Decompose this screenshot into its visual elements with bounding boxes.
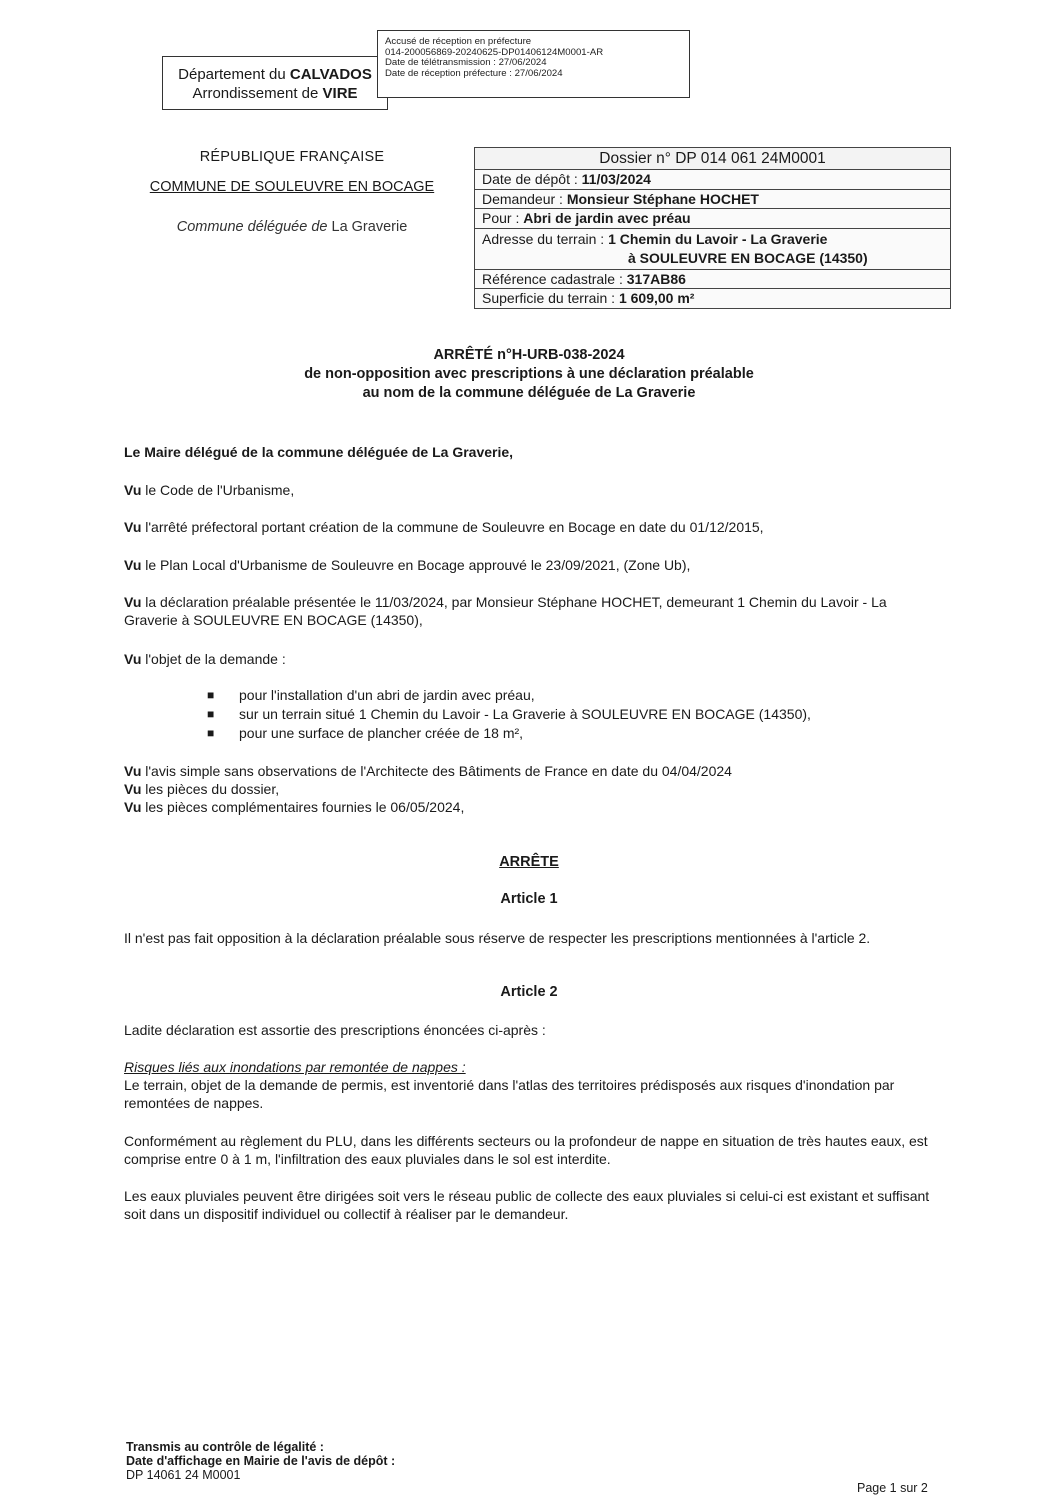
vu-abf: Vu l'avis simple sans observations de l'Architecte des Bâtiments de France en date du 04/04/2024	[124, 763, 732, 779]
footer-legalite: Transmis au contrôle de légalité :	[126, 1440, 324, 1454]
arrondissement-line: Arrondissement de VIRE	[192, 85, 358, 102]
vu-code-urbanisme: Vu le Code de l'Urbanisme,	[124, 482, 295, 498]
dossier-adresse-row: Adresse du terrain : 1 Chemin du Lavoir - La Graverie à SOULEUVRE EN BOCAGE (14350)	[475, 229, 950, 270]
stamp-line-4: Date de réception préfecture : 27/06/2024	[385, 67, 563, 79]
bullet-icon: ■	[207, 707, 215, 721]
risk-heading: Risques liés aux inondations par remontée de nappes :	[124, 1059, 466, 1075]
vu-pieces: Vu les pièces du dossier,	[124, 781, 280, 797]
dossier-table	[474, 147, 951, 309]
arrete-heading: ARRÊTE	[499, 854, 559, 870]
vu-pieces-complementaires: Vu les pièces complémentaires fournies le 06/05/2024,	[124, 799, 465, 815]
dossier-number: Dossier n° DP 014 061 24M0001	[475, 148, 950, 170]
dossier-reference-row: Référence cadastrale : 317AB86	[475, 270, 950, 290]
article-2-paragraph-3: Les eaux pluviales peuvent être dirigées soit vers le réseau public de collecte des eaux pluviales si celui-ci est existant et suffisant soit dans un dispositif individuel ou collectif à réaliser par le demandeur.	[124, 1188, 930, 1222]
stamp-line-1: Accusé de réception en préfecture	[385, 36, 532, 47]
arrete-title: ARRÊTÉ n°H-URB-038-2024 de non-opposition avec prescriptions à une déclaration préalable au nom de la commune déléguée de La Graverie	[304, 347, 754, 401]
dossier-demandeur-row: Demandeur : Monsieur Stéphane HOCHET	[475, 190, 950, 210]
article-2-heading: Article 2	[500, 984, 558, 1000]
prefecture-reception-stamp	[377, 30, 690, 98]
article-1-heading: Article 1	[500, 891, 558, 907]
dossier-superficie-row: Superficie du terrain : 1 609,00 m²	[475, 289, 950, 309]
vu-objet: Vu l'objet de la demande :	[124, 651, 286, 667]
vu-plu: Vu le Plan Local d'Urbanisme de Souleuvre en Bocage approuvé le 23/09/2021, (Zone Ub),	[124, 557, 691, 573]
republic-heading: RÉPUBLIQUE FRANÇAISE	[199, 149, 385, 165]
stamp-line-2: 014-200056869-20240625-DP01406124M0001-AR	[385, 46, 604, 58]
commune-deleguee: Commune déléguée de La Graverie	[176, 219, 408, 235]
vu-arrete-prefectoral: Vu l'arrêté préfectoral portant création de la commune de Souleuvre en Bocage en date du 01/12/2015,	[124, 519, 764, 535]
stamp-line-3: Date de télétransmission : 27/06/2024	[385, 57, 547, 68]
dossier-pour-row: Pour : Abri de jardin avec préau	[475, 209, 950, 229]
department-box	[162, 56, 388, 110]
arrondissement-name: VIRE	[322, 85, 358, 102]
article-2-paragraph-2: Conformément au règlement du PLU, dans les différents secteurs ou la profondeur de nappe en situation de très hautes eaux, est comprise entre 0 à 1 m, l'infiltration des eaux pluviales dans le sol est interdite.	[124, 1133, 928, 1167]
commune-deleguee-name: La Graverie	[331, 219, 408, 235]
maire-line: Le Maire délégué de la commune déléguée de La Graverie,	[124, 444, 514, 460]
footer-dossier-ref: DP 14061 24 M0001	[126, 1468, 241, 1482]
department-line: Département du CALVADOS	[178, 66, 372, 83]
article-1-text: Il n'est pas fait opposition à la déclaration préalable sous réserve de respecter les prescriptions mentionnées à l'article 2.	[124, 930, 871, 946]
vu-declaration: Vu la déclaration préalable présentée le 11/03/2024, par Monsieur Stéphane HOCHET, demeurant 1 Chemin du Lavoir - La Graverie à SOULEUVRE EN BOCAGE (14350),	[124, 594, 887, 628]
article-2-paragraph-1: Le terrain, objet de la demande de permis, est inventorié dans l'atlas des territoires prédisposés aux risques d'inondation par remontées de nappes.	[124, 1077, 895, 1111]
commune-heading: COMMUNE DE SOULEUVRE EN BOCAGE	[149, 179, 435, 195]
footer-block	[126, 1440, 395, 1482]
page-number: Page 1 sur 2	[857, 1481, 928, 1495]
department-name: CALVADOS	[289, 66, 372, 83]
bullet-icon: ■	[207, 726, 215, 740]
dossier-depot-row: Date de dépôt : 11/03/2024	[475, 170, 950, 190]
bullet-icon: ■	[207, 688, 215, 702]
article-2-intro: Ladite déclaration est assortie des prescriptions énoncées ci-après :	[124, 1022, 546, 1038]
footer-affichage: Date d'affichage en Mairie de l'avis de dépôt :	[126, 1454, 396, 1468]
